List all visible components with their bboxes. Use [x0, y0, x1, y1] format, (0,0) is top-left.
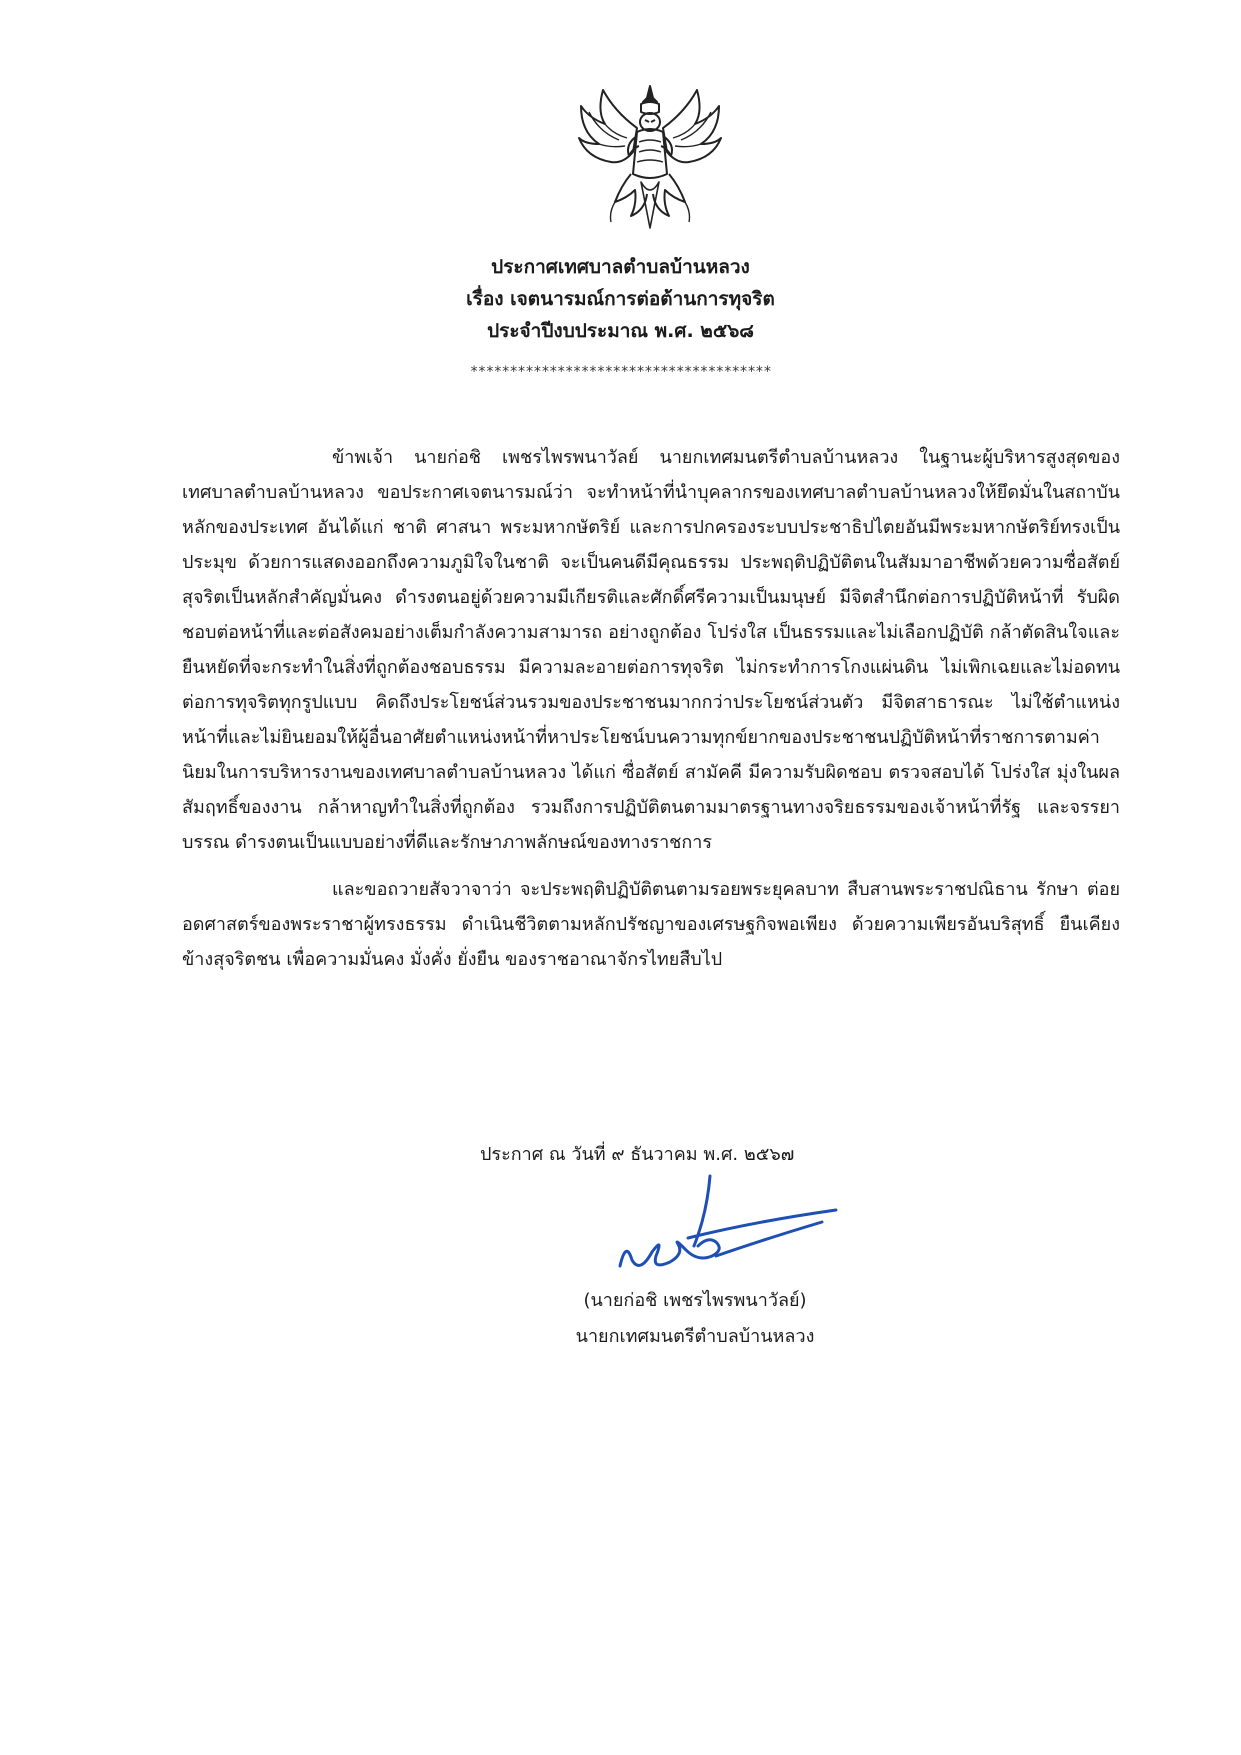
heading-separator: ************************************** — [469, 364, 772, 380]
announcement-body — [182, 440, 1120, 977]
signer-block — [530, 1283, 860, 1355]
announcement-title: ประกาศเทศบาลตำบลบ้านหลวง — [491, 256, 750, 278]
handwritten-signature — [612, 1170, 842, 1280]
announcement-subject: เรื่อง เจตนารมณ์การต่อต้านการทุจริต — [466, 288, 775, 310]
announcement-fiscal-year: ประจำปีงบประมาณ พ.ศ. ๒๕๖๘ — [487, 320, 754, 342]
signer-name: (นายก่อชิ เพชรไพรพนาวัลย์) — [583, 1290, 807, 1311]
announcement-heading — [0, 254, 1241, 350]
signer-position: นายกเทศมนตรีตำบลบ้านหลวง — [575, 1326, 815, 1347]
body-paragraph: ข้าพเจ้า นายก่อชิ เพชรไพรพนาวัลย์ นายกเทศมนตรีตำบลบ้านหลวง ในฐานะผู้บริหารสูงสุดของเทศบาลตำบลบ้านหลวง ขอประกาศเจตนารมณ์ว่า จะทำหน้าที่นำบุคลากรของเทศบาลตำบลบ้านหลวงให้ยึดมั่นในสถาบันหลักของประเทศ อันได้แก่ ชาติ ศาสนา พระมหากษัตริย์ และการปกครองระบบประชาธิปไตยอันมีพระมหากษัตริย์ทรงเป็นประมุข ด้วยการแสดงออกถึงความภูมิใจในชาติ จะเป็นคนดีมีคุณธรรม ประพฤติปฏิบัติตนในสัมมาอาชีพด้วยความซื่อสัตย์สุจริตเป็นหลักสำคัญมั่นคง ดำรงตนอยู่ด้วยความมีเกียรติและศักดิ์ศรีความเป็นมนุษย์ มีจิตสำนึกต่อการปฏิบัติหน้าที่ รับผิดชอบต่อหน้าที่และต่อสังคมอย่างเต็มกำลังความสามารถ อย่างถูกต้อง โปร่งใส เป็นธรรมและไม่เลือกปฏิบัติ กล้าตัดสินใจและยืนหยัดที่จะกระทำในสิ่งที่ถูกต้องชอบธรรม มีความละอายต่อการทุจริต ไม่กระทำการโกงแผ่นดิน ไม่เพิกเฉยและไม่อดทนต่อการทุจริตทุกรูปแบบ คิดถึงประโยชน์ส่วนรวมของประชาชนมากกว่าประโยชน์ส่วนตัว มีจิตสาธารณะ ไม่ใช้ตำแหน่งหน้าที่และไม่ยินยอมให้ผู้อื่นอาศัยตำแหน่งหน้าที่หาประโยชน์บนความทุกข์ยากของประชาชนปฏิบัติหน้าที่ราชการตามค่านิยมในการบริหารงานของเทศบาลตำบลบ้านหลวง ได้แก่ ซื่อสัตย์ สามัคคี มีความรับผิดชอบ ตรวจสอบได้ โปร่งใส มุ่งในผลสัมฤทธิ์ของงาน กล้าหาญทำในสิ่งที่ถูกต้อง รวมถึงการปฏิบัติตนตามมาตรฐานทางจริยธรรมของเจ้าหน้าที่รัฐ และจรรยาบรรณ ดำรงตนเป็นแบบอย่างที่ดีและรักษาภาพลักษณ์ของทางราชการ — [182, 447, 1120, 853]
body-paragraph: และขอถวายสัจวาจาว่า จะประพฤติปฏิบัติตนตามรอยพระยุคลบาท สืบสานพระราชปณิธาน รักษา ต่อยอดศาสตร์ของพระราชาผู้ทรงธรรม ดำเนินชีวิตตามหลักปรัชญาของเศรษฐกิจพอเพียง ด้วยความเพียรอันบริสุทธิ์ ยืนเคียงข้างสุจริตชน เพื่อความมั่นคง มั่งคั่ง ยั่งยืน ของราชอาณาจักรไทยสืบไป — [182, 879, 1120, 970]
dateline: ประกาศ ณ วันที่ ๙ ธันวาคม พ.ศ. ๒๕๖๗ — [480, 1144, 795, 1165]
garuda-emblem-icon — [575, 82, 725, 232]
